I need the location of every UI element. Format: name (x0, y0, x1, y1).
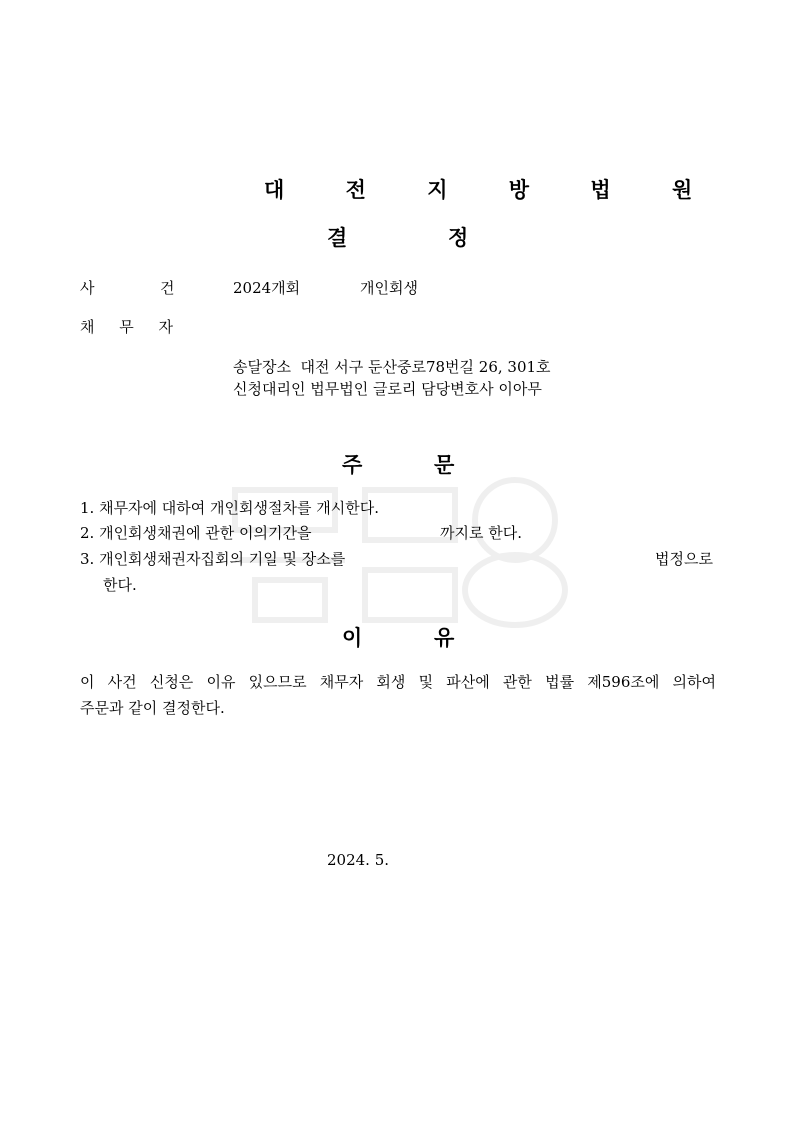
reason-heading-left: 이 (342, 626, 363, 650)
order-item-2: 2. 개인회생채권에 관한 이의기간을 (80, 524, 312, 542)
order-heading-left: 주 (342, 453, 363, 477)
case-label-right: 건 (160, 279, 175, 297)
doc-title-right: 정 (448, 226, 469, 250)
order-item-3: 3. 개인회생채권자집회의 기일 및 장소를 (80, 550, 346, 568)
service-agent: 신청대리인 법무법인 글로리 담당변호사 이아무 (233, 380, 542, 398)
debtor-label: 채 무 자 (80, 318, 174, 336)
service-address: 송달장소 대전 서구 둔산중로78번길 26, 301호 (233, 358, 551, 376)
court-name: 대 전 지 방 법 원 (264, 178, 720, 202)
reason-heading-right: 유 (434, 626, 455, 650)
doc-title-left: 결 (327, 226, 348, 250)
reason-line-2: 주문과 같이 결정한다. (80, 699, 225, 717)
case-number: 2024개회 (233, 279, 301, 297)
order-item-3-mid: 법정으로 (655, 550, 713, 568)
order-item-3-tail: 한다. (103, 576, 137, 594)
decision-date: 2024. 5. (327, 851, 390, 869)
reason-line-1: 이 사건 신청은 이유 있으므로 채무자 회생 및 파산에 관한 법률 제596조에 의하여 (80, 673, 716, 691)
case-label-left: 사 (80, 279, 95, 297)
order-heading-right: 문 (434, 453, 455, 477)
order-item-2-tail: 까지로 한다. (440, 524, 522, 542)
case-type: 개인회생 (360, 279, 418, 297)
order-item-1: 1. 채무자에 대하여 개인회생절차를 개시한다. (80, 499, 379, 517)
